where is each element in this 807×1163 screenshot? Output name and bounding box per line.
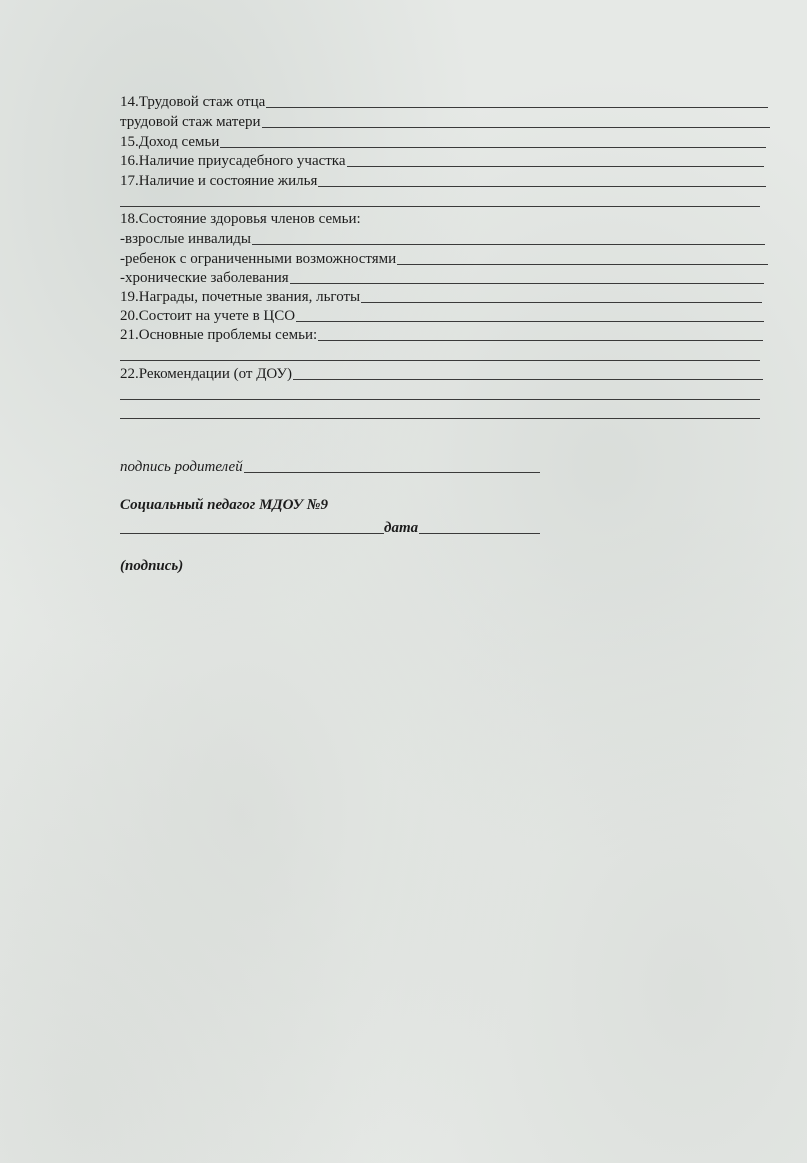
main-problems-line [120, 325, 763, 344]
parents-signature-line [120, 457, 540, 476]
chronic-diseases-line [120, 268, 764, 287]
registered-cso-line [120, 306, 764, 325]
family-income-field[interactable] [220, 147, 766, 148]
disabled-adults-label: -взрослые инвалиды [120, 231, 251, 247]
recommendations-extra-field-2[interactable] [120, 418, 760, 419]
date-field[interactable] [419, 533, 540, 534]
pedagogue-signature-date-line [120, 518, 540, 537]
household-plot-field[interactable] [347, 166, 764, 167]
child-limited-label: -ребенок с ограниченными возможностями [120, 251, 397, 267]
date-label: дата [384, 520, 419, 536]
child-limited-line [120, 249, 768, 268]
housing-condition-field[interactable] [318, 186, 766, 187]
household-plot-label: 16.Наличие приусадебного участка [120, 153, 346, 169]
housing-condition-extra-field[interactable] [120, 206, 760, 207]
family-income-line [120, 132, 766, 151]
housing-condition-line [120, 171, 766, 190]
family-health-line [120, 209, 520, 228]
chronic-diseases-label: -хронические заболевания [120, 270, 289, 286]
child-limited-field[interactable] [397, 264, 768, 265]
chronic-diseases-field[interactable] [290, 283, 764, 284]
household-plot-line [120, 151, 764, 170]
parents-signature-field[interactable] [244, 472, 540, 473]
mother-work-experience-field[interactable] [262, 127, 770, 128]
awards-field[interactable] [361, 302, 762, 303]
awards-line [120, 287, 762, 306]
recommendations-field[interactable] [293, 379, 763, 380]
recommendations-label: 22.Рекомендации (от ДОУ) [120, 366, 293, 382]
father-work-experience-field[interactable] [266, 107, 768, 108]
signature-note-line [120, 556, 420, 575]
mother-work-experience-line [120, 112, 770, 131]
awards-label: 19.Награды, почетные звания, льготы [120, 289, 361, 305]
housing-condition-label: 17.Наличие и состояние жилья [120, 173, 318, 189]
registered-cso-field[interactable] [296, 321, 764, 322]
father-work-experience-line [120, 92, 768, 111]
mother-work-experience-label: трудовой стаж матери [120, 114, 261, 130]
recommendations-extra-field-1[interactable] [120, 399, 760, 400]
father-work-experience-label: 14.Трудовой стаж отца [120, 94, 266, 110]
social-pedagogue-line [120, 495, 520, 514]
signature-note: (подпись) [120, 558, 184, 574]
registered-cso-label: 20.Состоит на учете в ЦСО [120, 308, 296, 324]
disabled-adults-line [120, 229, 765, 248]
main-problems-extra-field[interactable] [120, 360, 760, 361]
parents-signature-label: подпись родителей [120, 459, 243, 475]
family-income-label: 15.Доход семьи [120, 134, 220, 150]
social-pedagogue-label: Социальный педагог МДОУ №9 [120, 497, 329, 513]
pedagogue-signature-field[interactable] [120, 533, 384, 534]
main-problems-field[interactable] [318, 340, 763, 341]
recommendations-line [120, 364, 763, 383]
main-problems-label: 21.Основные проблемы семьи: [120, 327, 318, 343]
disabled-adults-field[interactable] [252, 244, 765, 245]
family-health-heading: 18.Состояние здоровья членов семьи: [120, 211, 361, 227]
